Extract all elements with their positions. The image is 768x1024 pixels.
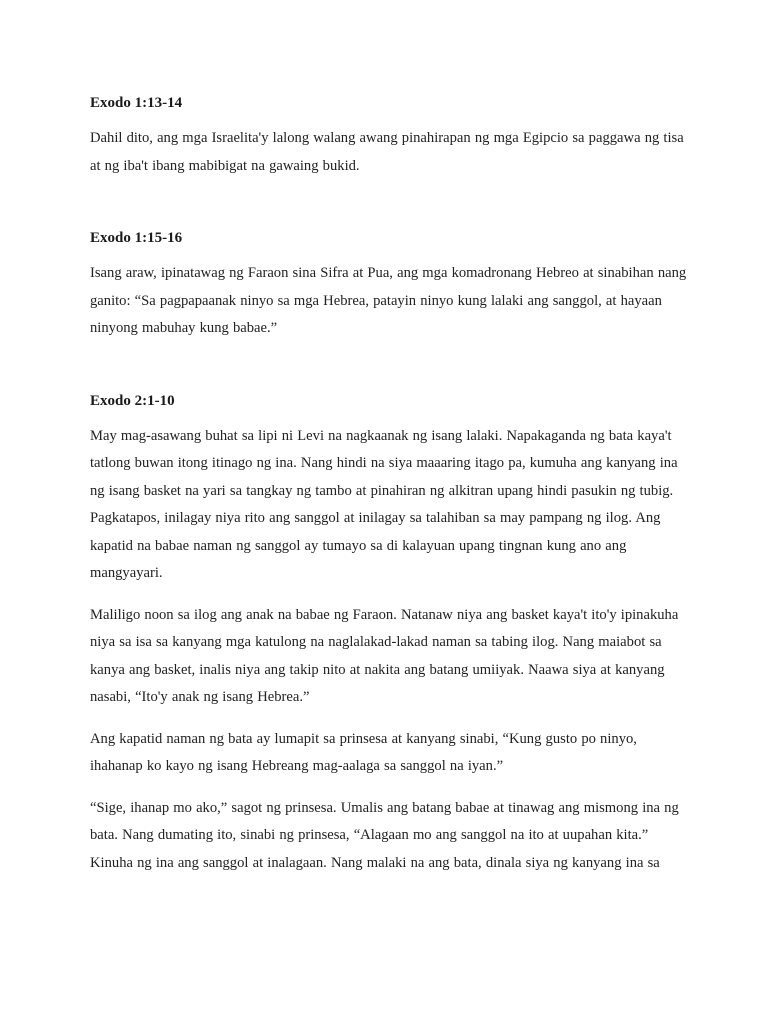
section-paragraph: Ang kapatid naman ng bata ay lumapit sa prinsesa at kanyang sinabi, “Kung gusto po ninyo, ihahanap ko kayo ng isang Hebreang mag-aalaga sa sanggol na iyan.”	[90, 730, 637, 774]
section-heading: Exodo 2:1-10	[90, 392, 175, 409]
document-page	[90, 93, 690, 891]
section-exodo-1-13-14	[90, 93, 690, 180]
section-paragraph: Maliligo noon sa ilog ang anak na babae ng Faraon. Natanaw niya ang basket kaya't ito'y ipinakuha niya sa isa sa kanyang mga katulong na naglalakad-lakad naman sa tabing ilog. Nang maiabot sa kanya ang basket, inalis niya ang takip nito at nakita ang batang umiiyak. Naawa siya at kanyang nasabi, “Ito'y anak ng isang Hebrea.”	[90, 606, 679, 705]
section-spacer	[90, 357, 690, 391]
section-paragraph: Dahil dito, ang mga Israelita'y lalong walang awang pinahirapan ng mga Egipcio sa paggawa ng tisa at ng iba't ibang mabibigat na gawaing bukid.	[90, 130, 684, 174]
section-paragraph: “Sige, ihanap mo ako,” sagot ng prinsesa. Umalis ang batang babae at tinawag ang mismong ina ng bata. Nang dumating ito, sinabi ng prinsesa, “Alagaan mo ang sanggol na ito at uupahan kita.” Kinuha ng ina ang sanggol at inalagaan. Nang malaki na ang bata, dinala siya ng kanyang ina sa	[90, 799, 679, 871]
section-heading: Exodo 1:15-16	[90, 230, 183, 246]
section-heading: Exodo 1:13-14	[90, 95, 183, 111]
section-exodo-1-15-16	[90, 228, 690, 343]
section-exodo-2-1-10	[90, 391, 690, 878]
section-paragraph: May mag-asawang buhat sa lipi ni Levi na nagkaanak ng isang lalaki. Napakaganda ng bata kaya't tatlong buwan itong itinago ng ina. Nang hindi na siya maaaring itago pa, kumuha ang kanyang ina ng isang basket na yari sa tangkay ng tambo at pinahiran ng alkitran upang hindi pasukin ng tubig. Pagkatapos, inilagay niya rito ang sanggol at inilagay sa talahiban sa may pampang ng ilog. Ang kapatid na babae naman ng sanggol ay tumayo sa di kalayuan upang tingnan kung ano ang mangyayari.	[90, 427, 678, 581]
section-paragraph: Isang araw, ipinatawag ng Faraon sina Sifra at Pua, ang mga komadronang Hebreo at sinabihan nang ganito: “Sa pagpapaanak ninyo sa mga Hebrea, patayin ninyo kung lalaki ang sanggol, at hayaan ninyong mabuhay kung babae.”	[90, 265, 687, 336]
section-spacer	[90, 194, 690, 228]
